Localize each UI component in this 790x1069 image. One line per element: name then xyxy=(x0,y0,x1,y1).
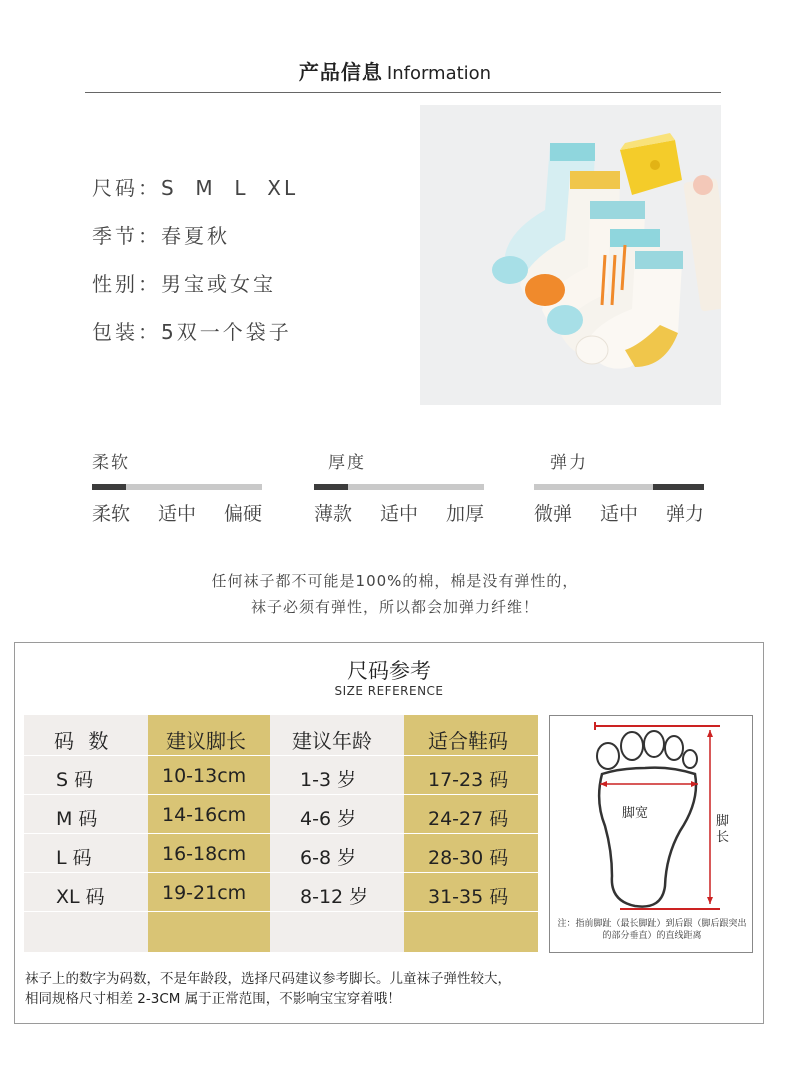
info-row-package xyxy=(92,316,298,364)
info-value: 男宝或女宝 xyxy=(161,272,276,296)
scale-title: 厚度 xyxy=(328,453,366,473)
table-cell: 28-30 码 xyxy=(428,847,509,869)
table-cell: L 码 xyxy=(56,847,92,869)
note-line-2: 袜子必须有弹性，所以都会加弹力纤维！ xyxy=(250,598,539,616)
scale-option: 柔软 xyxy=(92,503,131,525)
scale-option: 弹力 xyxy=(665,503,704,525)
table-cell: XL 码 xyxy=(56,886,105,908)
info-value: S M L XL xyxy=(161,176,299,200)
table-cell: 8-12 岁 xyxy=(300,886,369,908)
scale-option: 加厚 xyxy=(445,503,484,525)
table-cell: 24-27 码 xyxy=(428,808,509,830)
table-header: 适合鞋码 xyxy=(428,729,508,753)
scale-fill xyxy=(92,484,126,490)
header-divider xyxy=(85,92,721,93)
scale-option: 薄款 xyxy=(314,503,353,525)
info-label: 尺码： xyxy=(92,176,161,200)
scale-option: 适中 xyxy=(599,503,638,525)
scale-title: 弹力 xyxy=(550,453,588,473)
section-header xyxy=(0,56,790,85)
size-reference-panel xyxy=(14,642,764,1024)
foot-width-label: 脚宽 xyxy=(622,806,649,821)
scale-fill xyxy=(653,484,704,490)
info-row-season xyxy=(92,220,298,268)
table-cell: 10-13cm xyxy=(162,765,247,787)
info-row-gender xyxy=(92,268,298,316)
table-header: 建议脚长 xyxy=(166,729,246,753)
table-cell: 31-35 码 xyxy=(428,886,509,908)
table-header: 建议年龄 xyxy=(292,729,372,753)
table-divider xyxy=(24,872,538,873)
scale-title: 柔软 xyxy=(92,453,130,473)
size-ref-subtitle: SIZE REFERENCE xyxy=(334,684,444,698)
scale-option: 偏硬 xyxy=(223,503,262,525)
table-cell: 1-3 岁 xyxy=(300,769,357,791)
scale-option: 适中 xyxy=(379,503,418,525)
size-ref-footnote xyxy=(25,969,511,1009)
header-title-en: Information xyxy=(386,63,492,84)
note-line-1: 任何袜子都不可能是100%的棉，棉是没有弹性的， xyxy=(211,572,579,590)
footnote-line-2: 相同规格尺寸相差 2-3CM 属于正常范围，不影响宝宝穿着哦！ xyxy=(25,991,401,1007)
table-cell: 16-18cm xyxy=(162,843,247,865)
table-divider xyxy=(24,833,538,834)
info-label: 季节： xyxy=(92,224,161,248)
info-row-size xyxy=(92,172,298,220)
table-divider xyxy=(24,755,538,756)
footnote-line-1: 袜子上的数字为码数，不是年龄段，选择尺码建议参考脚长。儿童袜子弹性较大， xyxy=(25,971,511,987)
size-table xyxy=(24,715,538,952)
table-cell: 17-23 码 xyxy=(428,769,509,791)
table-cell: S 码 xyxy=(56,769,94,791)
scale-softness xyxy=(92,448,262,526)
diagram-note: 注：指前脚趾（最长脚趾）到后跟（脚后跟突出的部分垂直）的直线距离 xyxy=(557,919,747,941)
scale-thickness xyxy=(314,448,484,526)
scale-option: 微弹 xyxy=(534,503,573,525)
header-title-cn: 产品信息 xyxy=(298,60,383,84)
socks-illustration xyxy=(420,105,721,405)
scale-bar xyxy=(314,484,484,490)
scale-elasticity xyxy=(534,448,704,526)
scale-fill xyxy=(314,484,348,490)
scale-bar xyxy=(92,484,262,490)
info-label: 包装： xyxy=(92,320,161,344)
elasticity-note xyxy=(0,568,790,620)
foot-length-label: 脚长 xyxy=(716,814,730,845)
info-label: 性别： xyxy=(92,272,161,296)
table-cell: 14-16cm xyxy=(162,804,247,826)
info-value: 5双一个袋子 xyxy=(161,320,292,344)
material-scales xyxy=(0,448,790,528)
size-ref-title: 尺码参考 xyxy=(347,659,431,683)
table-cell: 19-21cm xyxy=(162,882,247,904)
scale-bar xyxy=(534,484,704,490)
table-cell: 6-8 岁 xyxy=(300,847,357,869)
table-divider xyxy=(24,794,538,795)
foot-measure-diagram xyxy=(549,715,753,953)
table-header: 码 数 xyxy=(54,729,113,753)
table-divider xyxy=(24,911,538,912)
product-info-list xyxy=(92,172,298,364)
product-photo xyxy=(420,105,721,405)
info-value: 春夏秋 xyxy=(161,224,230,248)
table-cell: M 码 xyxy=(56,808,98,830)
scale-option: 适中 xyxy=(157,503,196,525)
table-cell: 4-6 岁 xyxy=(300,808,357,830)
